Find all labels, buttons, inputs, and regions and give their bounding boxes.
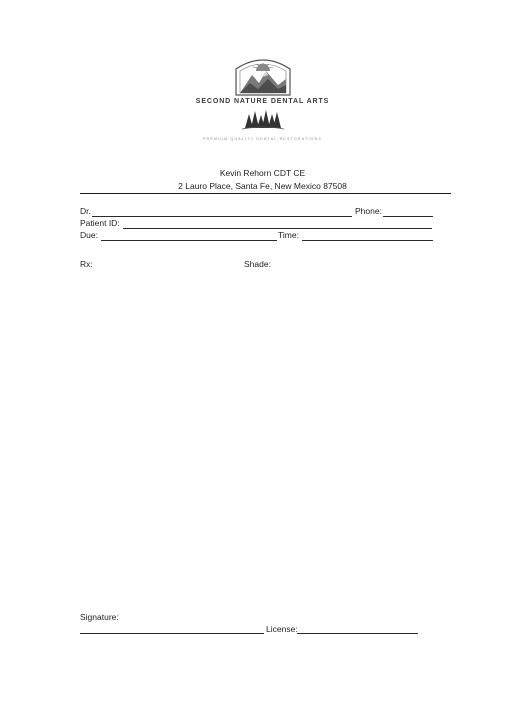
due-field[interactable]: [101, 240, 277, 241]
time-field[interactable]: [302, 240, 433, 241]
phone-label: Phone:: [355, 206, 382, 216]
due-label: Due:: [80, 230, 98, 240]
time-label: Time:: [278, 230, 299, 240]
mountain-logo-icon: [232, 55, 294, 97]
brand-name: SECOND NATURE DENTAL ARTS: [195, 98, 330, 105]
license-label: License:: [266, 624, 298, 634]
phone-field[interactable]: [383, 216, 433, 217]
patient-id-label: Patient ID:: [80, 218, 120, 228]
technician-name: Kevin Rehorn CDT CE: [219, 168, 306, 178]
signature-field[interactable]: [80, 633, 264, 634]
patient-id-field[interactable]: [123, 228, 432, 229]
license-field[interactable]: [297, 633, 418, 634]
shade-label: Shade:: [244, 259, 271, 269]
brand-tagline: PREMIUM QUALITY DENTAL RESTORATIONS: [202, 137, 323, 141]
signature-label: Signature:: [80, 612, 119, 622]
rx-label: Rx:: [80, 259, 93, 269]
header-divider: [80, 193, 451, 194]
dr-label: Dr.: [80, 206, 91, 216]
lab-address: 2 Lauro Place, Santa Fe, New Mexico 87508: [178, 181, 347, 191]
pine-trees-icon: [242, 108, 284, 130]
dr-field[interactable]: [92, 216, 352, 217]
